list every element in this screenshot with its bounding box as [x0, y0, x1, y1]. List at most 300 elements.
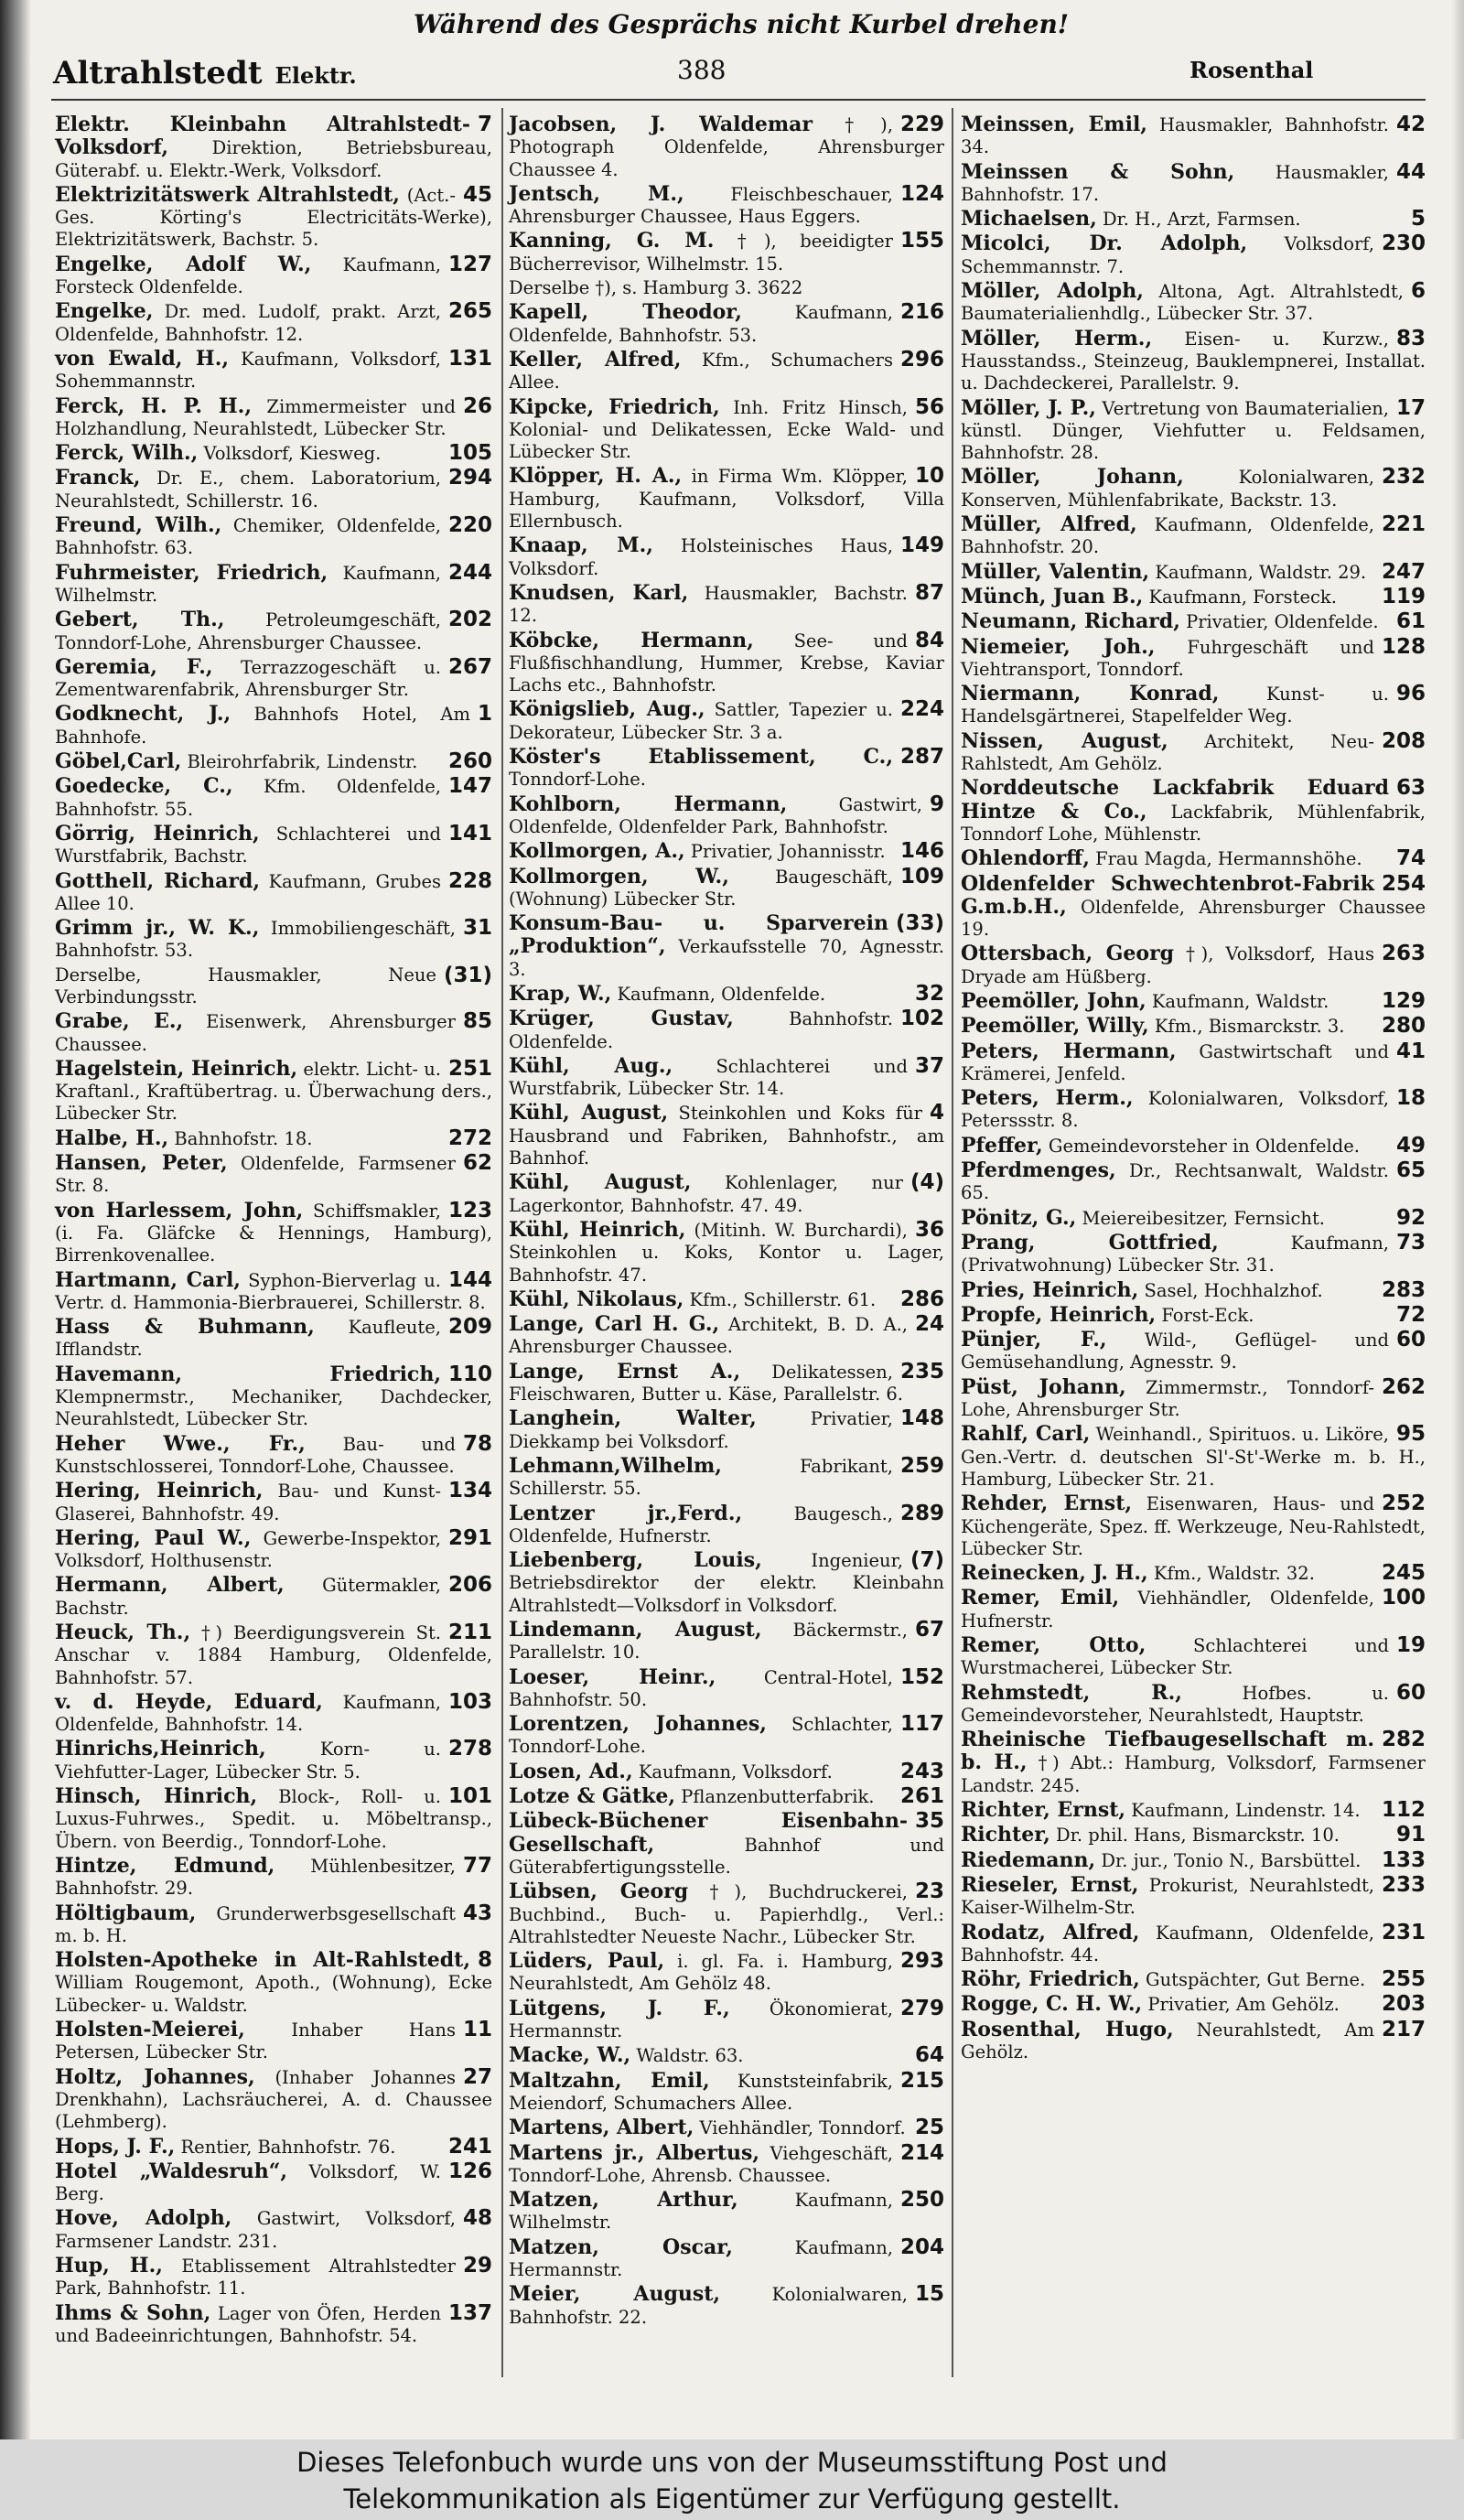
entry-name: Lindemann, August, — [509, 1618, 762, 1642]
directory-entry — [55, 2207, 492, 2253]
entry-details: Privatier, Oldenfelde. — [1186, 611, 1379, 633]
directory-entry — [961, 208, 1426, 231]
phone-number: 11 — [462, 2018, 492, 2042]
entry-name: Liebenberg, Louis, — [509, 1548, 762, 1573]
directory-entry — [55, 608, 492, 654]
phone-number: 128 — [1381, 634, 1426, 659]
phone-number: 206 — [447, 1573, 492, 1598]
entry-name: Goedecke, C., — [55, 774, 233, 799]
entry-details: Hofbes. u. Gemeindevorsteher, Neurahlstedt, Hauptstr. — [961, 1682, 1389, 1726]
entry-details: Wild-, Geflügel- und Gemüsehandlung, Agnesstr. 9. — [961, 1330, 1389, 1373]
page-number: 388 — [677, 55, 727, 85]
directory-entry — [509, 1407, 944, 1453]
phone-number: 224 — [899, 697, 944, 722]
directory-entry — [509, 793, 944, 839]
entry-details: Dr. H., Arzt, Farmsen. — [1102, 209, 1301, 231]
entry-details: Schlachterei und Wurstfabrik, Bachstr. — [55, 823, 441, 867]
directory-entry — [961, 610, 1426, 633]
phone-number: 203 — [1381, 1992, 1426, 2017]
phone-number: 250 — [899, 2188, 944, 2213]
entry-details: Weinhandl., Spirituos. u. Liköre, Gen.-Vertr. d. deutschen Sl'-St'-Werke m. b. H., Hamburg, Lübecker Str. 21. — [961, 1424, 1426, 1490]
entry-name: Nissen, August, — [961, 728, 1168, 753]
entry-name: Hass & Buhmann, — [55, 1315, 315, 1340]
directory-entry — [961, 847, 1426, 870]
phone-number: 1 — [477, 702, 492, 727]
entry-details: elektr. Licht- u. Kraftanl., Kraftübertrag. u. Überwachung ders., Lübecker Str. — [55, 1058, 492, 1125]
entry-details: Central-Hotel, Bahnhofstr. 50. — [509, 1666, 893, 1710]
directory-entry — [961, 777, 1426, 845]
phone-number: 126 — [447, 2159, 492, 2183]
entry-name: Hove, Adolph, — [55, 2206, 232, 2231]
directory-entry — [961, 1874, 1426, 1920]
phone-number: 48 — [462, 2206, 492, 2231]
phone-number: 149 — [899, 533, 944, 558]
phone-number: 233 — [1381, 1872, 1426, 1897]
entry-details: Ingenieur, Betriebsdirektor der elektr. Kleinbahn Altrahlstedt—Volksdorf in Volksdorf. — [509, 1550, 944, 1616]
header-left-title: Altrahlstedt — [53, 55, 263, 92]
entry-details: Gewerbe-Inspektor, Volksdorf, Holthusenstr. — [55, 1527, 441, 1572]
entry-details: Hausmakler, Bahnhofstr. 17. — [961, 161, 1389, 205]
phone-number: 245 — [1381, 1561, 1426, 1586]
entry-name: Hup, H., — [55, 2254, 163, 2278]
entry-details: Kaufmann, Forsteck. — [1148, 586, 1337, 608]
entry-details: Prokurist, Neurahlstedt, Kaiser-Wilhelm-Str. — [961, 1874, 1374, 1919]
phone-number: 141 — [447, 821, 492, 845]
entry-details: Dr. phil. Hans, Bismarckstr. 10. — [1056, 1825, 1340, 1847]
entry-name: Rahlf, Carl, — [961, 1422, 1091, 1447]
directory-entry — [961, 1329, 1426, 1374]
entry-details: Korn- u. Viehfutter-Lager, Lübecker Str. 5. — [55, 1739, 441, 1782]
phone-number: 101 — [447, 1784, 492, 1809]
entry-details: Terrazzogeschäft u. Zementwarenfabrik, Ahrensburger Str. — [55, 656, 441, 701]
entry-details: †) Beerdigungsverein St. Anschar v. 1884 Hamburg, Oldenfelde, Bahnhofstr. 57. — [55, 1622, 492, 1688]
entry-name: Godknecht, J., — [55, 702, 231, 727]
entry-details: †), Buchdruckerei, Buchbind., Buch- u. Papierhdlg., Verl.: Altrahlstedter Neueste Nachr., Lübecker Str. — [509, 1881, 944, 1947]
entry-details: Privatier, Johannisstr. — [690, 841, 886, 863]
entry-name: Martens, Albert, — [509, 2116, 694, 2140]
entry-details: Kaufmann, Oldenfelde, Bahnhofstr. 53. — [509, 302, 893, 346]
entry-details: Bahnhofstr. 18. — [174, 1127, 313, 1149]
entry-details: Block-, Roll- u. Luxus-Fuhrwes., Spedit. u. Möbeltransp., Übern. von Beerdig., Tonndorf-Lohe. — [55, 1786, 492, 1852]
directory-entry — [961, 1376, 1426, 1422]
entry-name: Geremia, F., — [55, 654, 213, 679]
directory-entry — [55, 1480, 492, 1525]
header-left-subtitle: Elektr. — [274, 62, 357, 89]
entry-name: Peemöller, John, — [961, 988, 1146, 1013]
entry-name: Rieseler, Ernst, — [961, 1872, 1139, 1897]
entry-details: Inhaber Hans Petersen, Lübecker Str. — [55, 2019, 456, 2063]
directory-entry — [509, 1713, 944, 1759]
phone-number: 152 — [899, 1664, 944, 1689]
entry-name: Königslieb, Aug., — [509, 697, 705, 722]
entry-details: (Inhaber Johannes Drenkhahn), Lachsräucherei, A. d. Chaussee (Lehmberg). — [55, 2066, 492, 2133]
directory-entry — [509, 2236, 944, 2282]
directory-entry — [509, 1502, 944, 1548]
entry-name: Rodatz, Alfred, — [961, 1920, 1140, 1944]
phone-number: 35 — [914, 1809, 944, 1834]
entry-name: Rogge, C. H. W., — [961, 1992, 1143, 2017]
directory-entry — [961, 730, 1426, 776]
phone-number: 29 — [462, 2254, 492, 2278]
entry-details: Bahnhofs Hotel, Am Bahnhofe. — [55, 704, 470, 748]
phone-number: 9 — [929, 792, 944, 816]
directory-entry — [55, 2136, 492, 2159]
directory-entry — [55, 1691, 492, 1737]
entry-name: Hintze, Edmund, — [55, 1853, 275, 1878]
phone-number: 296 — [899, 347, 944, 372]
entry-name: Möller, Johann, — [961, 465, 1184, 490]
phone-number: 204 — [899, 2235, 944, 2259]
column-2 — [509, 113, 944, 2331]
entry-name: Keller, Alfred, — [509, 347, 682, 372]
entry-name: Hotel „Waldesruh“, — [55, 2159, 288, 2183]
page-right-edge — [1451, 0, 1464, 2439]
entry-details: †), Photograph Oldenfelde, Ahrensburger Chaussee 4. — [509, 114, 944, 180]
entry-name: Maltzahn, Emil, — [509, 2068, 710, 2093]
entry-details: Grunderwerbsgesellschaft m. b. H. — [55, 1902, 456, 1946]
phone-number: 155 — [899, 229, 944, 253]
phone-number: 42 — [1395, 113, 1426, 136]
entry-name: Lotze & Gätke, — [509, 1784, 676, 1809]
entry-name: Ferck, Wilh., — [55, 441, 199, 466]
phone-number: 289 — [899, 1501, 944, 1525]
entry-name: Freund, Wilh., — [55, 513, 222, 538]
phone-number: 32 — [914, 981, 944, 1006]
entry-name: Möller, J. P., — [961, 395, 1096, 420]
entry-name: Kühl, August, — [509, 1101, 669, 1125]
phone-number: 123 — [447, 1198, 492, 1222]
directory-entry — [55, 656, 492, 702]
phone-number: 134 — [447, 1479, 492, 1503]
entry-details: in Firma Wm. Klöpper, Hamburg, Kaufmann, Volksdorf, Villa Ellernbusch. — [509, 466, 944, 533]
phone-number: 87 — [914, 580, 944, 605]
phone-number: 280 — [1381, 1014, 1426, 1039]
directory-entry — [509, 1288, 944, 1311]
directory-entry — [55, 1010, 492, 1056]
entry-details: Kolonialwaren, Konserven, Mühlenfabrikate, Backstr. 13. — [961, 467, 1374, 511]
phone-number: 235 — [899, 1359, 944, 1384]
phone-number: 24 — [914, 1312, 944, 1337]
entry-name: Norddeutsche Lackfabrik Eduard Hintze & Co., — [961, 776, 1389, 824]
entry-name: Hops, J. F., — [55, 2134, 176, 2159]
phone-number: 49 — [1395, 1133, 1426, 1158]
directory-entry — [55, 1316, 492, 1362]
phone-number: 211 — [447, 1621, 492, 1644]
directory-entry — [509, 1666, 944, 1712]
entry-details: Kaufmann, Forsteck Oldenfelde. — [55, 253, 441, 298]
entry-details: Kaufleute, Ifflandstr. — [55, 1317, 441, 1361]
entry-details: Baugeschäft, (Wohnung) Lübecker Str. — [509, 866, 893, 910]
entry-name: Havemann, Friedrich, — [55, 1362, 441, 1386]
entry-details: Kaufmann, Waldstr. — [1151, 990, 1329, 1012]
phone-number: 251 — [447, 1056, 492, 1081]
directory-entry — [509, 912, 944, 981]
entry-details: Kfm., Schillerstr. 61. — [689, 1288, 877, 1310]
entry-details: Kfm., Bismarckstr. 3. — [1154, 1016, 1345, 1038]
directory-entry — [961, 1849, 1426, 1872]
directory-entry — [55, 562, 492, 608]
directory-entry — [509, 465, 944, 533]
phone-number: 231 — [1381, 1920, 1426, 1944]
directory-entry — [509, 2142, 944, 2188]
entry-name: Elektrizitätswerk Altrahlstedt, — [55, 182, 400, 207]
entry-name: Kohlborn, Hermann, — [509, 792, 788, 816]
entry-details: Petroleumgeschäft, Tonndorf-Lohe, Ahrensburger Chaussee. — [55, 609, 441, 653]
entry-name: Hartmann, Carl, — [55, 1267, 241, 1292]
footer-credit — [0, 2439, 1464, 2520]
phone-number: 31 — [462, 916, 492, 941]
entry-name: Ferck, H. P. H., — [55, 393, 252, 418]
phone-number: 84 — [914, 628, 944, 652]
entry-details: Eisenwerk, Ahrensburger Chaussee. — [55, 1011, 456, 1055]
entry-name: Peemöller, Willy, — [961, 1014, 1149, 1039]
phone-number: 78 — [462, 1431, 492, 1456]
directory-entry — [509, 630, 944, 697]
entry-name: Kollmorgen, A., — [509, 839, 685, 864]
entry-name: Müller, Alfred, — [961, 512, 1137, 537]
phone-number: 209 — [447, 1315, 492, 1340]
phone-number: 282 — [1381, 1728, 1426, 1752]
entry-details: William Rougemont, Apoth., (Wohnung), Ecke Lübecker- u. Waldstr. — [55, 1972, 492, 2016]
entry-name: Lübeck-Büchener Eisenbahn-Gesellschaft, — [509, 1809, 908, 1857]
directory-entry — [55, 253, 492, 299]
entry-details: Bahnhof und Güterabfertigungsstelle. — [509, 1834, 945, 1878]
phone-number: 216 — [899, 300, 944, 325]
directory-entry — [509, 1619, 944, 1664]
entry-details: Lager von Öfen, Herden und Badeeinrichtungen, Bahnhofstr. 54. — [55, 2302, 441, 2346]
phone-number: 278 — [447, 1737, 492, 1761]
entry-name: Hansen, Peter, — [55, 1151, 228, 1176]
entry-name: Lehmann,Wilhelm, — [509, 1453, 722, 1478]
entry-name: von Harlessem, John, — [55, 1198, 304, 1222]
entry-details: Bleirohrfabrik, Lindenstr. — [187, 751, 418, 773]
entry-details: Kaufmann, Volksdorf. — [638, 1761, 833, 1782]
phone-number: 119 — [1381, 584, 1426, 608]
directory-entry — [55, 2302, 492, 2348]
entry-name: Pünjer, F., — [961, 1328, 1107, 1352]
directory-entry — [509, 1171, 944, 1217]
entry-details: †), beeidigter Bücherrevisor, Wilhelmstr. 15. — [509, 231, 893, 275]
header-left — [53, 55, 357, 92]
entry-details: Bahnhofstr. Oldenfelde. — [509, 1008, 893, 1052]
entry-details: Eisen- u. Kurzw., Hausstandss., Steinzeug, Bauklempnerei, Installat. u. Dachdeckerei, Parallelstr. 9. — [961, 328, 1426, 394]
phone-number: 27 — [462, 2064, 492, 2089]
directory-entry — [55, 113, 492, 182]
directory-entry — [961, 161, 1426, 207]
phone-number: 215 — [899, 2068, 944, 2093]
directory-entry — [961, 280, 1426, 326]
directory-entry — [55, 1363, 492, 1431]
phone-number: 214 — [899, 2140, 944, 2165]
phone-number: 65 — [1395, 1158, 1426, 1183]
directory-entry — [509, 983, 944, 1006]
directory-entry — [961, 1232, 1426, 1277]
entry-name: Prang, Gottfried, — [961, 1230, 1219, 1255]
directory-entry — [55, 395, 492, 441]
phone-number: 67 — [914, 1618, 944, 1642]
directory-entry — [961, 1728, 1426, 1797]
directory-entry — [961, 232, 1426, 278]
entry-name: von Ewald, H., — [55, 346, 230, 371]
entry-name: Konsum-Bau- u. Sparverein „Produktion“, — [509, 911, 888, 959]
directory-entry — [55, 1200, 492, 1267]
phone-number: 230 — [1381, 232, 1426, 256]
entry-details: Kaufmann, Hermannstr. — [509, 2236, 893, 2281]
directory-entry — [961, 2019, 1426, 2064]
entry-details: Etablissement Altrahlstedter Park, Bahnhofstr. 11. — [55, 2256, 456, 2299]
entry-details: Dr. jur., Tonio N., Barsbüttel. — [1101, 1849, 1362, 1871]
entry-details: Viehgeschäft, Tonndorf-Lohe, Ahrensb. Chaussee. — [509, 2142, 893, 2186]
phone-number: 255 — [1381, 1967, 1426, 1992]
entry-name: Rosenthal, Hugo, — [961, 2017, 1174, 2041]
directory-entry — [55, 870, 492, 916]
directory-entry — [961, 513, 1426, 559]
directory-entry — [55, 1574, 492, 1620]
phone-number: 7 — [477, 113, 492, 136]
phone-number: 252 — [1381, 1492, 1426, 1516]
phone-number: 19 — [1395, 1633, 1426, 1657]
entry-details: Mühlenbesitzer, Bahnhofstr. 29. — [55, 1855, 456, 1900]
phone-number: (4) — [910, 1170, 944, 1195]
entry-details: Direktion, Betriebsbureau, Güterabf. u. Elektr.-Werk, Volksdorf. — [55, 137, 492, 181]
phone-number: 25 — [914, 2116, 944, 2140]
directory-entry — [961, 1304, 1426, 1327]
directory-entry — [55, 1785, 492, 1853]
entry-details: Gemeindevorsteher in Oldenfelde. — [1048, 1135, 1360, 1157]
entry-name: Kollmorgen, W., — [509, 864, 729, 888]
entry-details: Volksdorf, Schemmannstr. 7. — [961, 233, 1374, 277]
entry-details: Bau- und Kunstschlosserei, Tonndorf-Lohe, Chaussee. — [55, 1433, 456, 1477]
entry-name: Heher Wwe., Fr., — [55, 1431, 306, 1456]
directory-entry — [55, 467, 492, 512]
entry-name: Holsten-Apotheke in Alt-Rahlstedt, — [55, 1948, 470, 1973]
entry-name: Rehder, Ernst, — [961, 1492, 1133, 1516]
directory-entry — [55, 1949, 492, 2017]
entry-details: Verkaufsstelle 70, Agnesstr. 3. — [509, 936, 945, 980]
phone-number: 133 — [1381, 1847, 1426, 1872]
entry-name: Niermann, Konrad, — [961, 682, 1220, 706]
entry-name: Köster's Etablissement, C., — [509, 745, 893, 770]
directory-entry — [961, 1682, 1426, 1728]
directory-entry — [55, 184, 492, 252]
entry-name: Pferdmenges, — [961, 1158, 1116, 1183]
phone-number: 241 — [447, 2134, 492, 2159]
directory-entry — [509, 698, 944, 744]
directory-entry — [55, 2160, 492, 2206]
directory-entry — [55, 750, 492, 773]
phone-number: 229 — [899, 113, 944, 136]
entry-details: Kolonialwaren, Volksdorf, Peterssstr. 8. — [961, 1088, 1389, 1132]
directory-entry — [961, 1207, 1426, 1230]
entry-details: Oldenfelde, Farmsener Str. 8. — [55, 1153, 456, 1197]
directory-entry — [509, 1810, 944, 1879]
phone-number: 102 — [899, 1007, 944, 1031]
entry-name: Elektr. Kleinbahn Altrahlstedt-Volksdorf, — [55, 113, 470, 160]
directory-entry — [961, 1587, 1426, 1632]
entry-details: Waldstr. 63. — [636, 2045, 744, 2067]
entry-name: Hinrichs,Heinrich, — [55, 1737, 266, 1761]
entry-name: Jacobsen, J. Waldemar — [509, 113, 813, 136]
page-binding-edge — [0, 0, 31, 2439]
directory-entry — [509, 277, 944, 299]
directory-entry — [55, 514, 492, 560]
phone-number: 56 — [914, 394, 944, 419]
entry-details: Kaufmann, Oldenfelde, Bahnhofstr. 44. — [961, 1922, 1374, 1965]
entry-name: Richter, Ernst, — [961, 1798, 1126, 1823]
phone-number: 267 — [447, 654, 492, 679]
entry-details: Rentier, Bahnhofstr. 76. — [180, 2136, 396, 2158]
directory-entry — [509, 1455, 944, 1501]
entry-details: Oldenfelde, Ahrensburger Chaussee 19. — [961, 896, 1426, 941]
entry-details: Neurahlstedt, Am Gehölz. — [961, 2019, 1374, 2063]
phone-number: 109 — [899, 864, 944, 888]
entry-details: Holsteinisches Haus, Volksdorf. — [509, 535, 893, 579]
directory-entry — [509, 349, 944, 394]
entry-name: Halbe, H., — [55, 1125, 169, 1150]
entry-details: (Mitinh. W. Burchardi), Steinkohlen u. Koks, Kontor u. Lager, Bahnhofstr. 47. — [509, 1219, 944, 1286]
phone-number: 129 — [1381, 988, 1426, 1013]
directory-entry — [509, 396, 944, 464]
entry-name: Knaap, M., — [509, 533, 653, 558]
entry-details: Dr., Rechtsanwalt, Waldstr. 65. — [961, 1160, 1389, 1204]
directory-entry — [55, 2019, 492, 2064]
entry-name: Meinssen & Sohn, — [961, 159, 1235, 184]
column-divider — [501, 108, 503, 2377]
entry-name: Riedemann, — [961, 1847, 1096, 1872]
entry-details: Baugesch., Oldenfelde, Hufnerstr. — [509, 1502, 893, 1546]
entry-name: Kapell, Theodor, — [509, 300, 742, 325]
entry-details: Gütermakler, Bachstr. — [55, 1575, 441, 1619]
directory-entry — [509, 1950, 944, 1996]
phone-number: 36 — [914, 1217, 944, 1242]
entry-name: Holtz, Johannes, — [55, 2064, 255, 2089]
phone-number: 259 — [899, 1453, 944, 1478]
entry-name: Engelke, — [55, 299, 154, 324]
entry-name: Ottersbach, Georg — [961, 942, 1175, 966]
directory-entry — [55, 442, 492, 465]
directory-entry — [55, 964, 492, 1009]
entry-name: Lüders, Paul, — [509, 1949, 665, 1974]
directory-entry — [961, 1087, 1426, 1133]
entry-details: Delikatessen, Fleischwaren, Butter u. Käse, Parallelstr. 6. — [509, 1361, 903, 1405]
directory-entry — [509, 1785, 944, 1808]
entry-details: i. gl. Fa. i. Hamburg, Neurahlstedt, Am Gehölz 48. — [509, 1951, 893, 1995]
entry-name: Martens jr., Albertus, — [509, 2140, 760, 2165]
entry-name: Kühl, Aug., — [509, 1053, 673, 1078]
directory-entry — [961, 1993, 1426, 2016]
entry-name: Hagelstein, Heinrich, — [55, 1056, 298, 1081]
entry-details: Syphon-Bierverlag u. Vertr. d. Hammonia-Bierbrauerei, Schillerstr. 8. — [55, 1269, 486, 1313]
entry-name: Richter, — [961, 1823, 1050, 1847]
entry-name: Peters, Herm., — [961, 1086, 1134, 1111]
entry-details: Schlachterei und Wurstfabrik, Lübecker Str. 14. — [509, 1055, 908, 1100]
entry-name: Oldenfelder Schwechtenbrot-Fabrik G.m.b.H., — [961, 871, 1374, 919]
phone-number: 100 — [1381, 1586, 1426, 1610]
directory-entry — [509, 183, 944, 229]
directory-entry — [961, 328, 1426, 395]
entry-name: Fuhrmeister, Friedrich, — [55, 560, 328, 585]
entry-details: Kaufmann, Waldstr. 29. — [1155, 561, 1367, 583]
phone-number: 279 — [899, 1996, 944, 2020]
entry-name: Püst, Johann, — [961, 1374, 1126, 1399]
header-rule — [51, 99, 1426, 101]
directory-entry — [961, 636, 1426, 682]
entry-details: Privatier, Am Gehölz. — [1147, 1994, 1340, 2016]
directory-entry — [55, 703, 492, 748]
directory-entry — [961, 1492, 1426, 1560]
entry-details: Tonndorf-Lohe. — [509, 769, 646, 791]
entry-name: Kanning, G. M. — [509, 229, 715, 253]
